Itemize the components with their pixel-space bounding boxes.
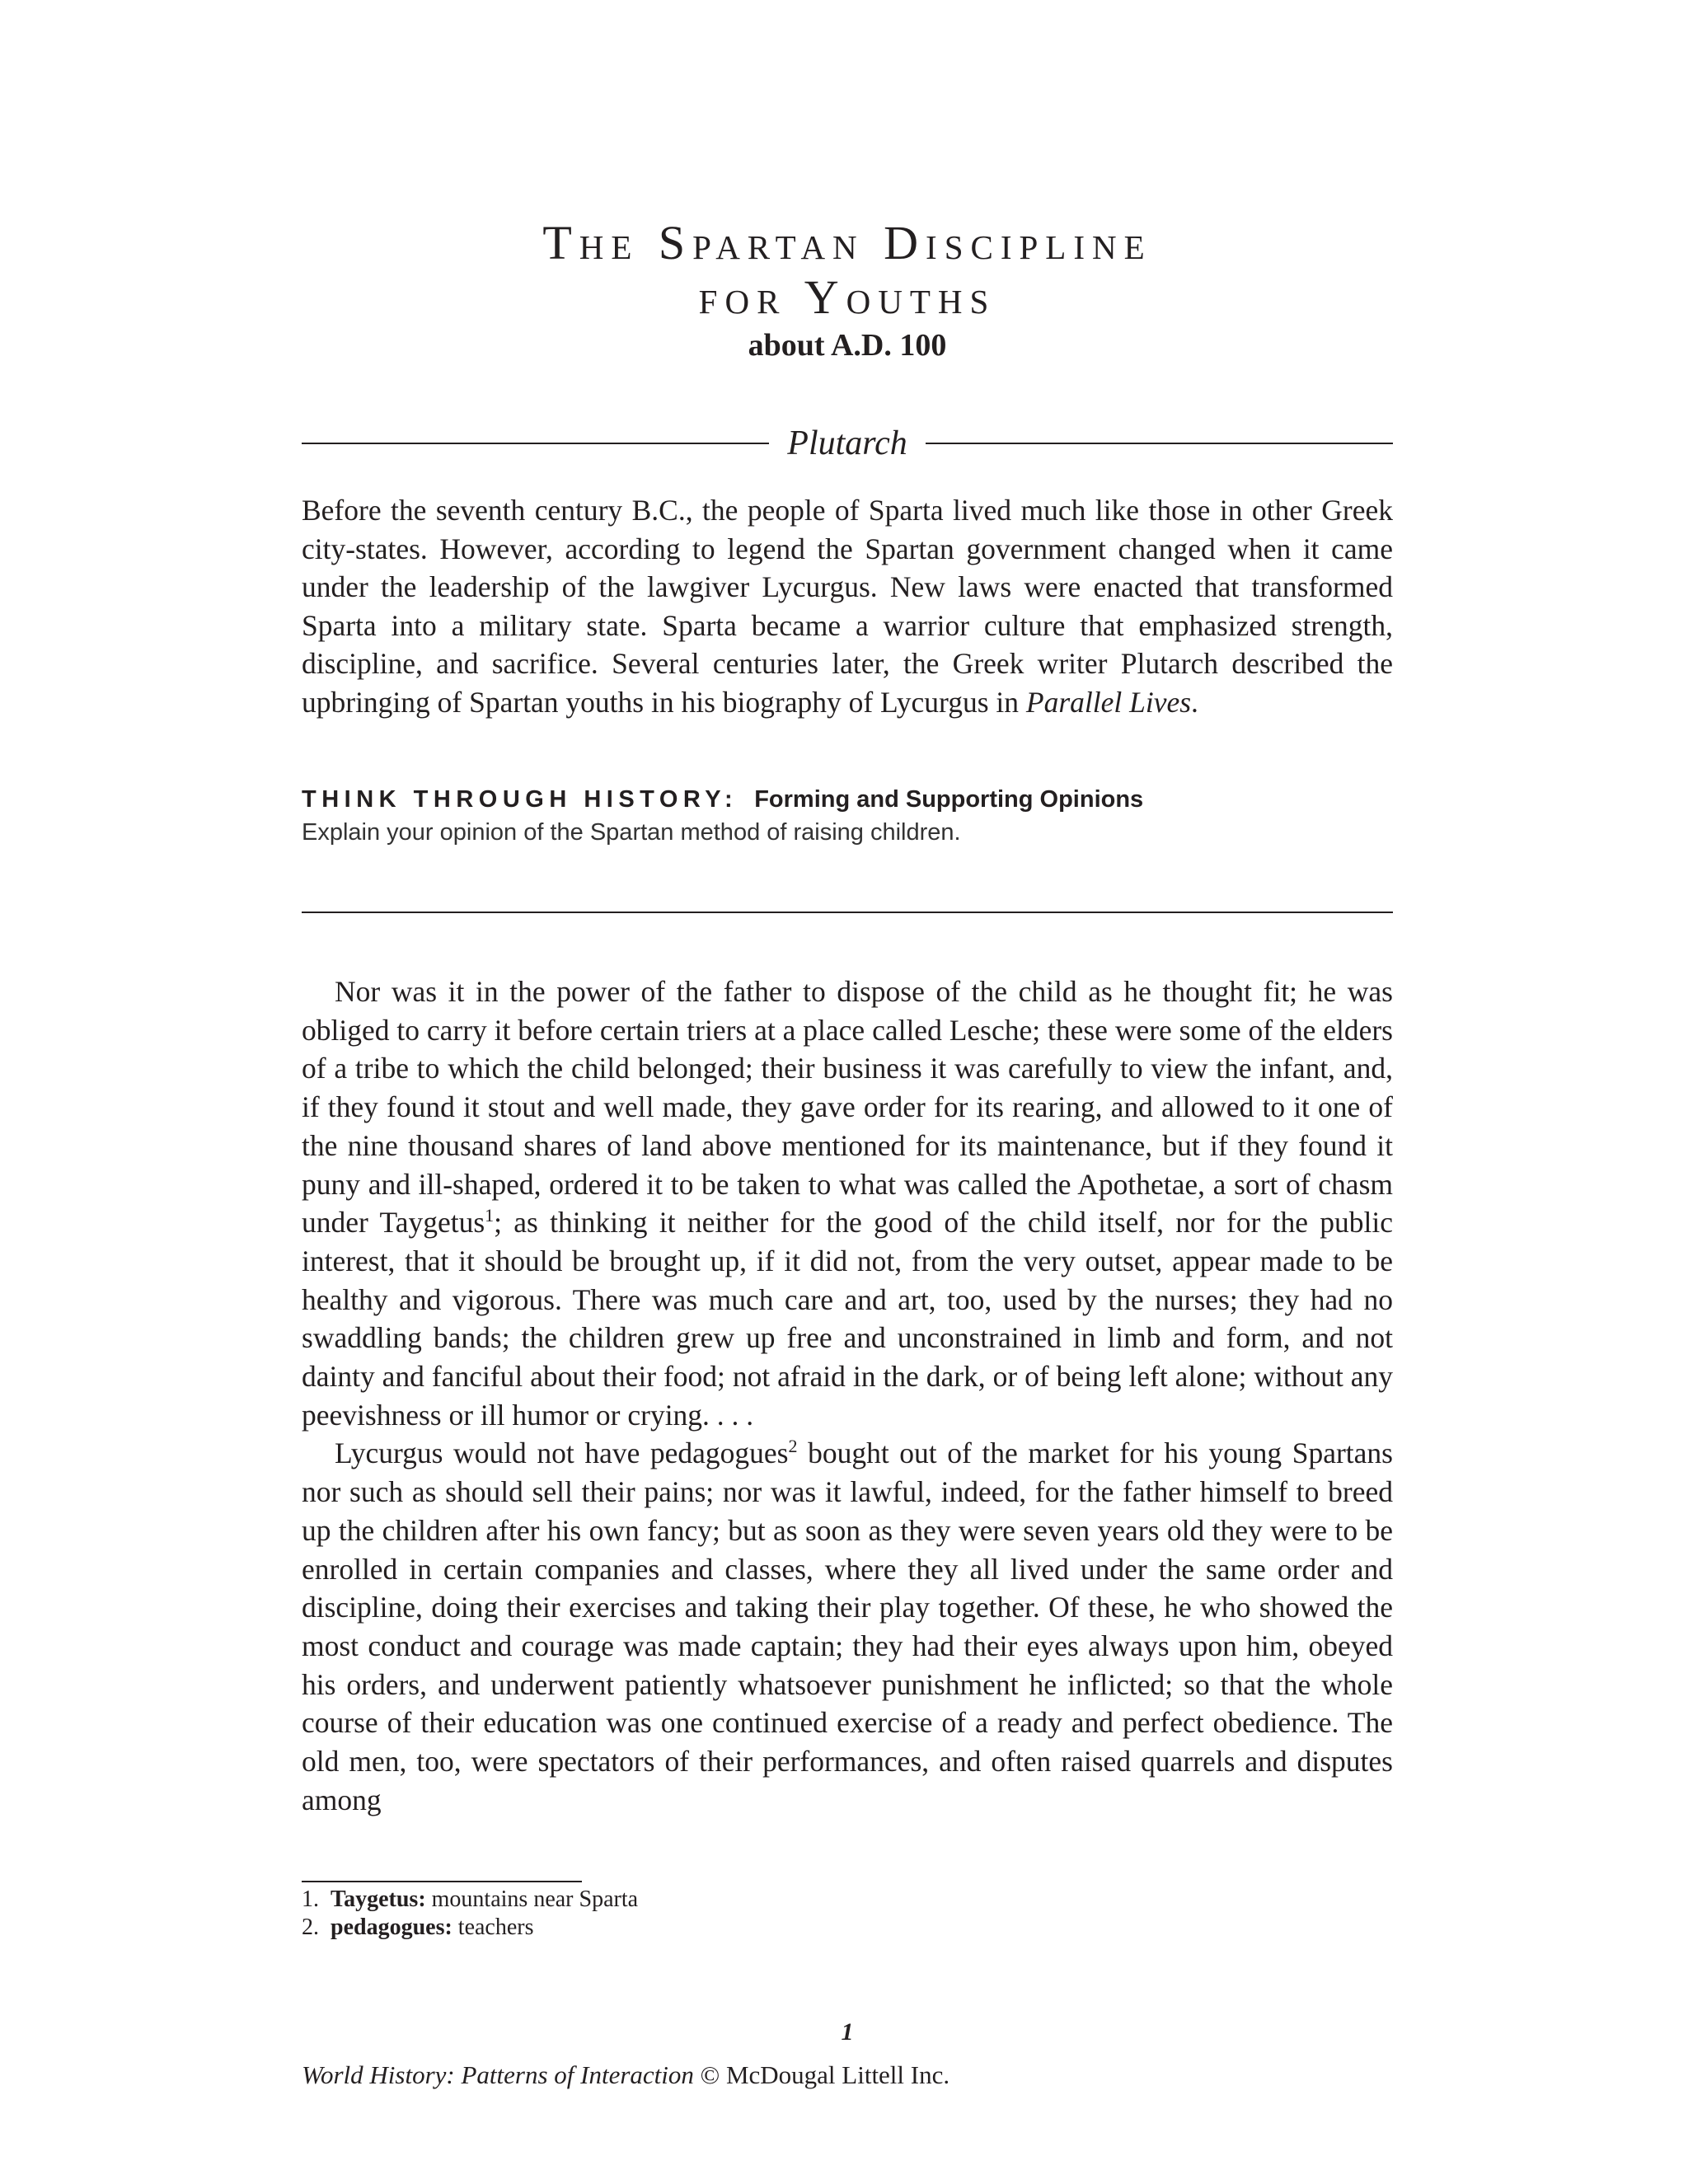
footnote-1 — [302, 1886, 1393, 1914]
copyright-line — [302, 2059, 1393, 2092]
p1-text-a: Nor was it in the power of the father to dispose of the child as he thought fit; he was obliged to carry it before certain triers at a place called Lesche; these were some of the elders of a tribe to which the child belonged; their business it was carefully to view the infant, and, if they found it stout and well made, they gave order for its rearing, and allowed to it one of the nine thousand shares of land above mentioned for its maintenance, but if they found it puny and ill-shaped, ordered it to be taken to what was called the Apothetae, a sort of chasm under Taygetus — [302, 975, 1393, 1240]
title-date: about A.D. 100 — [748, 328, 947, 363]
think-through-history — [302, 783, 1393, 849]
excerpt-paragraph-2 — [302, 1434, 1393, 1819]
intro-book-title: Parallel Lives — [1025, 685, 1192, 719]
author-byline — [302, 419, 1393, 468]
think-heading — [302, 783, 1393, 816]
footnote-ref-1: 1 — [485, 1205, 495, 1226]
author-rule-right — [926, 443, 1393, 444]
think-skill: Forming and Supporting Opinions — [754, 786, 1144, 813]
section-divider — [302, 912, 1393, 913]
intro-text: Before the seventh century B.C., the people of Sparta lived much like those in other Greek city-states. However, according to legend the Spartan government changed when it came under the leadership of the lawgiver Lycurgus. New laws were enacted that transformed Sparta into a military state. Sparta became a warrior culture that emphasized strength, discipline, and sacrifice. Several centuries later, the Greek writer Plutarch described the upbringing of Spartan youths in his biography of Lycurgus in — [302, 494, 1393, 719]
footnote-term: pedagogues: — [331, 1915, 452, 1940]
p1-text-b: ; as thinking it neither for the good of the child itself, nor for the public interest, that it should be brought up, if it did not, from the very outset, appear made to be healthy and vigorous. There was much care and art, too, used by the nurses; they had no swaddling bands; the children grew up free and unconstrained in limb and form, and not dainty and fanciful about their food; not afraid in the dark, or of being left alone; without any peevishness or ill humor or crying. . . . — [302, 1206, 1393, 1432]
footnotes — [302, 1886, 1393, 1942]
p2-text-a: Lycurgus would not have pedagogues — [335, 1436, 789, 1470]
footnote-number: 1. — [302, 1886, 319, 1912]
title-line-1: The Spartan Discipline — [542, 216, 1152, 269]
footnote-definition: mountains near Sparta — [431, 1886, 639, 1912]
excerpt-body — [302, 972, 1393, 1819]
author-name: Plutarch — [787, 424, 907, 462]
footnote-rule — [302, 1881, 582, 1882]
author-rule-left — [302, 443, 769, 444]
think-prompt: Explain your opinion of the Spartan method of raising children. — [302, 819, 961, 846]
footnote-2 — [302, 1914, 1393, 1942]
intro-text-end: . — [1191, 685, 1198, 719]
excerpt-paragraph-1 — [302, 972, 1393, 1434]
p2-text-b: bought out of the market for his young Spartans nor such as should sell their pains; nor was it lawful, indeed, for the father himself to breed up the children after his own fancy; but as soon as they were seven years old they were to be enrolled in certain companies and classes, where they all lived under the same order and discipline, doing their exercises and taking their play together. Of these, he who showed the most conduct and courage was made captain; they had their eyes always upon him, obeyed his orders, and underwent patiently whatsoever punishment he inflicted; so that the whole course of their education was one continued exercise of a ready and perfect obedience. The old men, too, were spectators of their performances, and often raised quarrels and disputes among — [302, 1436, 1393, 1816]
title-block — [302, 216, 1393, 364]
page-number: 1 — [841, 2018, 854, 2046]
copyright-publisher: © McDougal Littell Inc. — [693, 2060, 950, 2089]
footnote-number: 2. — [302, 1915, 319, 1940]
intro-paragraph — [302, 491, 1393, 721]
think-label: THINK THROUGH HISTORY: — [302, 786, 738, 813]
footnote-definition: teachers — [457, 1915, 534, 1940]
footnote-ref-2: 2 — [788, 1436, 798, 1457]
footnote-term: Taygetus: — [331, 1886, 426, 1912]
title-line-2: for Youths — [698, 270, 996, 324]
copyright-book-title: World History: Patterns of Interaction — [302, 2060, 694, 2089]
